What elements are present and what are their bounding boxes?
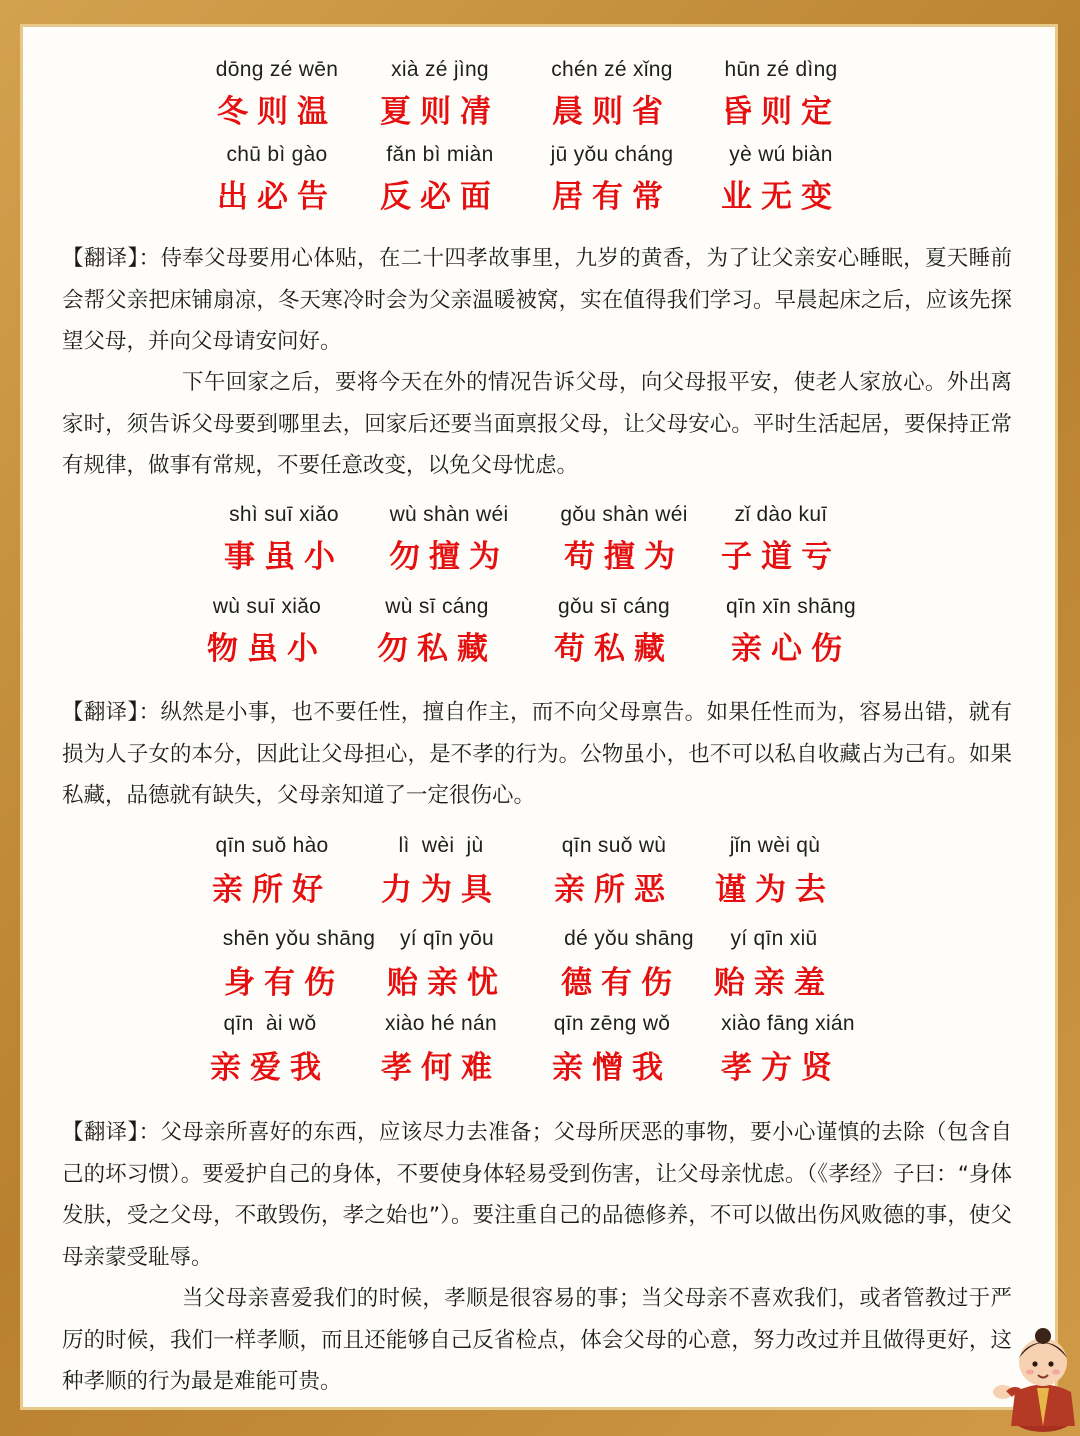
translation-text: 纵然是小事，也不要任性，擅自作主，而不向父母禀告。如果任性而为，容易出错，就有损为人子女的本分，因此让父母担心，是不孝的行为。公物虽小，也不可以私自收藏占为己有。如果私藏，品德就有缺失，父母亲知道了一定很伤心。: [62, 700, 1012, 808]
verse-cell: [215, 927, 383, 1002]
hanzi: 亲心伤: [731, 631, 851, 667]
verse-cell: [193, 143, 361, 216]
hanzi: 谨为去: [715, 872, 835, 908]
pinyin: chū bì gào: [226, 143, 328, 166]
verse-cell: [690, 927, 858, 1002]
pinyin: qīn xīn shāng: [726, 595, 856, 618]
pinyin: wù shàn wéi: [389, 503, 509, 526]
pinyin: dé yǒu shāng: [564, 927, 694, 950]
translation-paragraph: [62, 362, 1012, 487]
translation-paragraph: [62, 1112, 1012, 1278]
translation-text: 当父母亲喜爱我们的时候，孝顺是很容易的事；当父母亲不喜欢我们，或者管教过于严厉的时候，我们一样孝顺，而且还能够自己反省检点，体会父母的心意，努力改过并且做得更好，这种孝顺的行为最是难能可贵。: [62, 1286, 1012, 1394]
verse-cell: [363, 927, 531, 1002]
pinyin: qīn zēng wǒ: [553, 1012, 671, 1035]
child-mascot-icon: [985, 1322, 1080, 1432]
verse-cell: [186, 1012, 354, 1087]
verse-cell: [545, 927, 713, 1002]
hanzi: 勿擅为: [389, 539, 509, 575]
pinyin: wù suī xiǎo: [212, 595, 322, 618]
hanzi: 贻亲羞: [714, 965, 834, 1001]
verse-cell: [697, 503, 865, 576]
hanzi: 孝方贤: [721, 1050, 841, 1086]
verse-cell: [357, 834, 525, 909]
pinyin: shēn yǒu shāng: [222, 927, 376, 950]
pinyin: hūn zé dìng: [724, 58, 838, 81]
hanzi: 苟擅为: [564, 539, 684, 575]
verse-cell: [357, 1012, 525, 1087]
pinyin: qīn ài wǒ: [223, 1012, 317, 1035]
pinyin: xiào hé nán: [385, 1012, 497, 1035]
hanzi: 亲所好: [212, 872, 332, 908]
pinyin: xià zé jìng: [391, 58, 489, 81]
verse-cell: [193, 58, 361, 131]
translation-label: 【翻译】：: [62, 246, 161, 271]
verse-cell: [183, 595, 351, 668]
verse-cell: [200, 503, 368, 576]
verse-cell: [707, 595, 875, 668]
verse-cell: [528, 143, 696, 216]
translation-paragraph: [62, 692, 1012, 817]
verse-cell: [530, 834, 698, 909]
verse-cell: [353, 595, 521, 668]
pinyin: gǒu sī cáng: [558, 595, 670, 618]
pinyin: qīn suǒ wù: [561, 834, 667, 857]
hanzi: 居有常: [552, 179, 672, 215]
verse-cell: [540, 503, 708, 576]
hanzi: 身有伤: [224, 965, 344, 1001]
hanzi: 苟私藏: [554, 631, 674, 667]
translation-text: 父母亲所喜好的东西，应该尽力去准备；父母所厌恶的事物，要小心谨慎的去除（包含自己的坏习惯）。要爱护自己的身体，不要使身体轻易受到伤害，让父母亲忧虑。（《孝经》子曰：“身体发肤，受之父母，不敢毁伤，孝之始也”）。要注重自己的品德修养，不可以做出伤风败德的事，使父母亲蒙受耻辱。: [62, 1120, 1012, 1270]
verse-cell: [365, 503, 533, 576]
pinyin: wù sī cáng: [385, 595, 489, 618]
hanzi: 力为具: [381, 872, 501, 908]
verse-cell: [528, 1012, 696, 1087]
hanzi: 冬则温: [217, 94, 337, 130]
pinyin: jǐn wèi qù: [729, 834, 821, 857]
verse-cell: [356, 143, 524, 216]
pinyin: chén zé xǐng: [551, 58, 673, 81]
pinyin: yí qīn xiū: [730, 927, 818, 950]
translation-paragraph: [62, 1278, 1012, 1403]
hanzi: 出必告: [217, 179, 337, 215]
pinyin: fǎn bì miàn: [386, 143, 494, 166]
hanzi: 晨则省: [552, 94, 672, 130]
pinyin: xiào fāng xián: [721, 1012, 855, 1035]
translation-label: 【翻译】：: [62, 1120, 161, 1145]
translation-paragraph: [62, 238, 1012, 363]
verse-cell: [530, 595, 698, 668]
pinyin: zǐ dào kuī: [734, 503, 828, 526]
hanzi: 亲所恶: [554, 872, 674, 908]
pinyin: dōng zé wēn: [215, 58, 339, 81]
verse-cell: [356, 58, 524, 131]
verse-cell: [697, 58, 865, 131]
hanzi: 亲憎我: [552, 1050, 672, 1086]
pinyin: yí qīn yōu: [399, 927, 495, 950]
verse-cell: [691, 834, 859, 909]
hanzi: 德有伤: [561, 965, 681, 1001]
hanzi: 夏则凊: [380, 94, 500, 130]
pinyin: lì wèi jù: [398, 834, 484, 857]
hanzi: 物虽小: [207, 631, 327, 667]
pinyin: shì suī xiǎo: [229, 503, 339, 526]
pinyin: gǒu shàn wéi: [560, 503, 688, 526]
pinyin: jū yǒu cháng: [550, 143, 674, 166]
hanzi: 勿私藏: [377, 631, 497, 667]
verse-cell: [697, 143, 865, 216]
hanzi: 孝何难: [381, 1050, 501, 1086]
hanzi: 贻亲忧: [387, 965, 507, 1001]
translation-text: 下午回家之后，要将今天在外的情况告诉父母，向父母报平安，使老人家放心。外出离家时，须告诉父母要到哪里去，回家后还要当面禀报父母，让父母安心。平时生活起居，要保持正常有规律，做事有常规，不要任意改变，以免父母忧虑。: [62, 370, 1012, 478]
hanzi: 子道亏: [721, 539, 841, 575]
hanzi: 事虽小: [224, 539, 344, 575]
hanzi: 昏则定: [721, 94, 841, 130]
verse-cell: [528, 58, 696, 131]
pinyin: yè wú biàn: [729, 143, 833, 166]
translation-text: 侍奉父母要用心体贴，在二十四孝故事里，九岁的黄香，为了让父亲安心睡眠，夏天睡前会帮父亲把床铺扇凉，冬天寒冷时会为父亲温暖被窝，实在值得我们学习。早晨起床之后，应该先探望父母，并向父母请安问好。: [62, 246, 1012, 354]
hanzi: 亲爱我: [210, 1050, 330, 1086]
pinyin: qīn suǒ hào: [215, 834, 329, 857]
hanzi: 业无变: [721, 179, 841, 215]
verse-cell: [188, 834, 356, 909]
verse-cell: [704, 1012, 872, 1087]
translation-label: 【翻译】：: [62, 700, 161, 725]
hanzi: 反必面: [380, 179, 500, 215]
